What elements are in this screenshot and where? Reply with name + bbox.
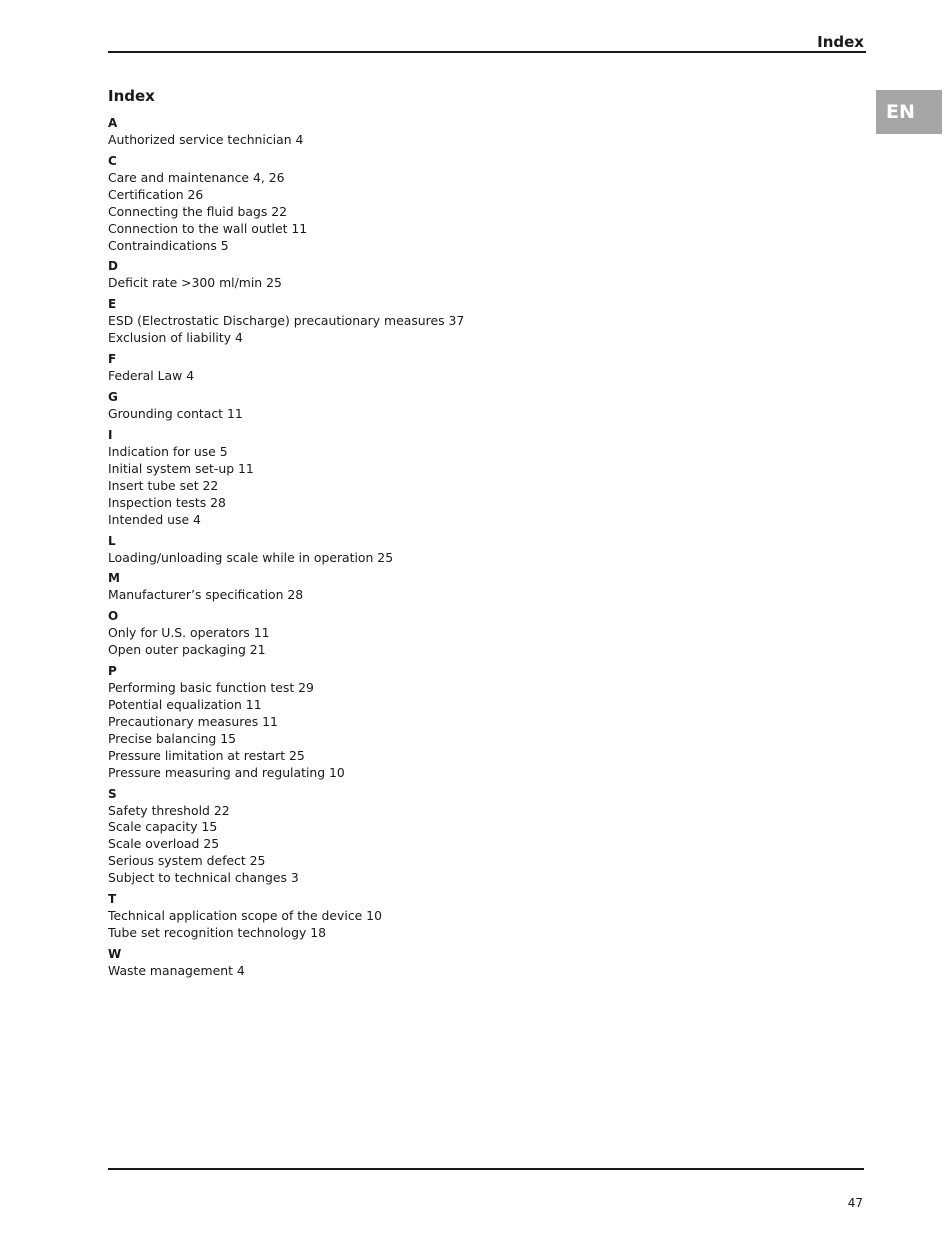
index-section-d (108, 258, 668, 292)
index-entry: Indication for use 5 (108, 443, 228, 459)
index-entry: Connecting the fluid bags 22 (108, 203, 287, 219)
index-entry: Manufacturer’s specification 28 (108, 587, 304, 603)
index-letter-heading: M (108, 571, 120, 586)
index-letter-heading: L (108, 533, 116, 548)
index-entry: Grounding contact 11 (108, 406, 243, 422)
index-list (108, 115, 668, 980)
index-entry: Subject to technical changes 3 (108, 870, 299, 886)
index-letter-heading: P (108, 664, 117, 679)
index-letter-heading: F (108, 352, 117, 367)
index-entry: Serious system defect 25 (108, 853, 266, 869)
index-section-e (108, 296, 668, 347)
index-section-w (108, 946, 668, 980)
index-letter-heading: D (108, 259, 118, 274)
index-entry: Initial system set-up 11 (108, 460, 254, 476)
index-section-p (108, 663, 668, 781)
index-letter-heading: E (108, 297, 117, 312)
index-entry: Federal Law 4 (108, 368, 195, 384)
index-letter-heading: I (108, 427, 113, 442)
index-entry: Scale overload 25 (108, 836, 220, 852)
index-entry: Potential equalization 11 (108, 697, 262, 713)
index-section-a (108, 115, 668, 149)
index-section-l (108, 533, 668, 567)
index-entry: Waste management 4 (108, 962, 245, 978)
index-entry: Authorized service technician 4 (108, 132, 304, 147)
index-entry: Tube set recognition technology 18 (108, 925, 327, 940)
index-entry: Pressure measuring and regulating 10 (108, 764, 345, 780)
index-entry: ESD (Electrostatic Discharge) precautionary measures 37 (108, 313, 465, 329)
index-letter-heading: O (108, 609, 119, 624)
index-letter-heading: S (108, 786, 117, 801)
index-entry: Open outer packaging 21 (108, 642, 266, 658)
index-entry: Precautionary measures 11 (108, 713, 278, 729)
index-section-o (108, 608, 668, 659)
index-section-s (108, 786, 668, 888)
page-number: 47 (847, 1196, 863, 1210)
index-section-f (108, 351, 668, 385)
index-entry: Performing basic function test 29 (108, 680, 314, 696)
index-letter-heading: T (108, 892, 117, 907)
index-letter-heading: W (108, 946, 122, 961)
header-rule (108, 51, 866, 53)
index-entry: Only for U.S. operators 11 (108, 625, 270, 641)
index-entry: Pressure limitation at restart 25 (108, 747, 305, 763)
index-entry: Care and maintenance 4, 26 (108, 169, 285, 185)
index-entry: Inspection tests 28 (108, 494, 226, 510)
index-entry: Scale capacity 15 (108, 819, 218, 835)
index-entry: Loading/unloading scale while in operation 25 (108, 549, 394, 565)
index-entry: Connection to the wall outlet 11 (108, 220, 308, 236)
index-section-g (108, 389, 668, 423)
index-entry: Certification 26 (108, 186, 204, 202)
index-section-m (108, 570, 668, 604)
language-tab: EN (876, 90, 942, 134)
footer-rule (108, 1168, 864, 1170)
index-entry: Precise balancing 15 (108, 730, 236, 746)
index-entry: Exclusion of liability 4 (108, 330, 243, 346)
index-letter-heading: C (108, 153, 117, 168)
index-entry: Deficit rate >300 ml/min 25 (108, 275, 282, 291)
running-header-title: Index (817, 33, 864, 51)
index-entry: Contraindications 5 (108, 237, 229, 253)
page-title: Index (108, 87, 155, 105)
index-section-i (108, 427, 668, 529)
index-letter-heading: A (108, 116, 118, 130)
index-entry: Safety threshold 22 (108, 802, 230, 818)
index-entry: Technical application scope of the device 10 (108, 908, 382, 924)
index-letter-heading: G (108, 390, 118, 405)
index-section-t (108, 891, 668, 942)
index-entry: Insert tube set 22 (108, 477, 219, 493)
index-section-c (108, 153, 668, 255)
index-entry: Intended use 4 (108, 511, 201, 527)
